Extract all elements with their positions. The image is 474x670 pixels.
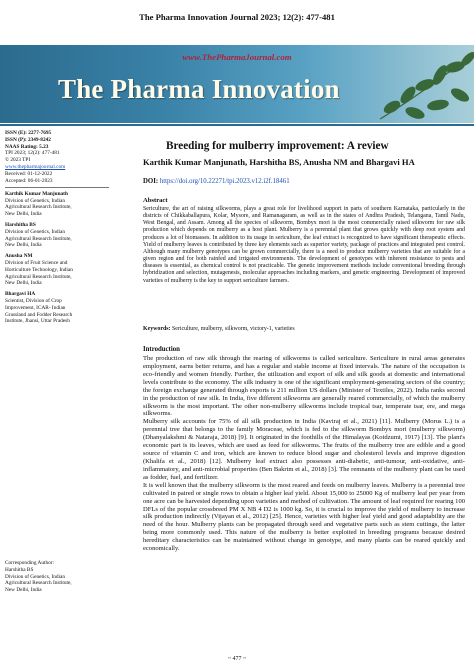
intro-paragraph: It is well known that the mulberry silkworm is the most reared and feeds on mulberry leaves. Mulberry is a perennial tree cultivated in paired or single rows to obtain a higher leaf yield. About 15,000 to 25000 Kg of mulberry leaf per year from one acre can be harvested depending upon varieties and method of cultivation. The amount of leaf required for rearing 100 DFLs of the popular crossbreed PM X NB 4 D2 is 1000 kg. So, it is crucial to improve the yield of mulberry to increase silk production indirectly (Vijayan et al., 2012) [25]. Hence, varieties with higher leaf yield and good adaptability are the need of the hour. Mulberry plants can be propagated through seed and vegetative parts such as stem cuttings, the latter being more commonly used. This nature of the mulberry is better exploited in breeding programs because desired hereditary characteristics can be maintained without change in genotype, and many plants can be reared quickly and economically. xyxy=(143,481,465,553)
abstract-text: Sericulture, the art of raising silkworms, plays a great role for livelihood support in parts of southern Karnataka, particularly in the districts of Chikkaballapura, Kolar, Mysore, and Ramanagaram, as well as in the states of Andhra Pradesh, Telangana, Tamil Nadu, West Bengal, and Assam. Among all the species of silkworm, Bombyx mori is the most commercially raised silkworm for raw silk production which depends on mulberry as a host plant. Mulberry is a perennial plant that grows quickly with deep root system and produces a lot of biomasses. In addition to its usage in sericulture, the leaf extract is recognized to have significant therapeutic effects. Yield of mulberry leaves is contributed by three key elements such as superior variety, package of practices and integrated pest control. Although many mulberry genotypes can be grown commercially, there is a need to produce mulberry varieties that are suitable for a given region and for both rainfed and irrigated environments. The development of genotypes with inherent resistance to pests and diseases is essential, as chemical control is not practicable. The genetic improvement methods include conventional breeding through hybridization and selection, mutagenesis, molecular approaches including markers, and genetic engineering. Development of improved varieties of mulberry is the key to support sericulture farmers. xyxy=(143,206,465,284)
affiliation-line: Horticulture Technology, Indian xyxy=(5,266,73,273)
affiliation-block xyxy=(5,191,109,218)
page-number-footer: ~ 477 ~ xyxy=(227,656,247,662)
article-sidebar xyxy=(5,130,109,329)
introduction-body xyxy=(143,355,465,553)
header-divider xyxy=(0,124,474,126)
journal-site-url[interactable]: www.ThePharmaJournal.com xyxy=(182,52,292,62)
affiliation-block xyxy=(5,291,109,325)
corresponding-author-block xyxy=(5,560,109,594)
corresponding-address xyxy=(5,574,109,594)
article-title: Breeding for mulberry improvement: A review xyxy=(166,140,389,152)
abstract-heading: Abstract xyxy=(143,197,168,204)
keywords-label: Keywords: xyxy=(143,326,171,332)
journal-metadata xyxy=(5,130,109,184)
metadata-line: Accepted: 06-01-2023 xyxy=(5,177,53,184)
affiliation-line: Institute, Jhansi, Uttar Pradesh xyxy=(5,318,70,325)
affiliation-line: Scientist, Division of Crop xyxy=(5,298,62,305)
article-doi xyxy=(143,178,290,185)
author-affiliations xyxy=(5,191,109,325)
sidebar-divider xyxy=(5,187,109,188)
journal-citation-line: The Pharma Innovation Journal 2023; 12(2): 477-481 xyxy=(139,12,335,22)
affiliation-line: Division of Fruit Science and xyxy=(5,260,68,267)
journal-website-link[interactable]: www.thepharmajournal.com xyxy=(5,163,66,170)
affiliation-line: New Delhi, India xyxy=(5,211,42,218)
metadata-line: NAAS Rating: 5.23 xyxy=(5,143,49,150)
affiliation-block xyxy=(5,222,109,249)
journal-logo-title: The Pharma Innovation xyxy=(58,74,340,104)
affiliation-line: Agricultural Research Institute, xyxy=(5,235,72,242)
affiliation-block xyxy=(5,253,109,287)
corresponding-name: Harshitha BS xyxy=(5,566,34,573)
doi-label: DOI: xyxy=(143,178,159,185)
affiliation-line: Division of Genetics, Indian xyxy=(5,228,66,235)
affiliation-line: New Delhi, India xyxy=(5,280,42,287)
corresponding-address-line: New Delhi, India xyxy=(5,587,42,594)
keywords xyxy=(143,326,465,333)
affiliation-author-name: Anusha NM xyxy=(5,253,33,260)
affiliation-line: Agricultural Research Institute, xyxy=(5,273,72,280)
affiliation-author-name: Harshitha BS xyxy=(5,222,36,229)
intro-paragraph: The production of raw silk through the rearing of silkworms is called sericulture. Sericulture in rural areas generates employment, earns better returns, and has a regular and stable income at fixed intervals. The nature of the occupation is eco-friendly and women friendly. Further, the utilization and export of silk and silk goods at domestic and international levels contribute to the economy. The silk industry is one of the significant employment-generating sectors of the country; the foreign exchange generated through exports is 211 million US dollars (Minister of Textiles, 2022). India ranks second in the production of raw silk. In India, five different silkworms are generally reared commercially, of which the mulberry silkworm is the most important. The other non-mulberry silkworms include tropical tsar, temperate tsar, ere, and mega silkworms. xyxy=(143,355,465,418)
article-authors: Karthik Kumar Manjunath, Harshitha BS, Anusha NM and Bhargavi HA xyxy=(143,157,415,167)
metadata-line: Received: 01-12-2022 xyxy=(5,170,53,177)
metadata-line: © 2023 TPI xyxy=(5,157,31,164)
affiliation-line: Grassland and Fodder Research xyxy=(5,311,73,318)
affiliation-line: Improvement, ICAR- Indian xyxy=(5,304,66,311)
corresponding-address-line: Division of Genetics, Indian xyxy=(5,573,66,580)
metadata-line: TPI 2023; 12(2): 477-481 xyxy=(5,150,60,157)
affiliation-line: New Delhi, India xyxy=(5,242,42,249)
corresponding-head: Corresponding Author: xyxy=(5,560,54,566)
corresponding-address-line: Agricultural Research Institute, xyxy=(5,580,72,587)
metadata-line: ISSN (P): 2349-8242 xyxy=(5,136,51,143)
doi-link[interactable]: https://doi.org/10.22271/tpi.2023.v12.i2f.18461 xyxy=(159,178,290,185)
introduction-heading: Introduction xyxy=(143,346,180,353)
affiliation-line: Agricultural Research Institute, xyxy=(5,204,72,211)
affiliation-author-name: Bhargavi HA xyxy=(5,291,36,298)
keywords-text: Sericulture, mulberry, silkworm, victory-1, varieties xyxy=(171,326,295,332)
affiliation-line: Division of Genetics, Indian xyxy=(5,197,66,204)
intro-paragraph: Mulberry silk accounts for 75% of all silk production in India (Kaviraj et al., 2021) [11]. Mulberry (Morus L.) is a perennial tree that belongs to the family Moraceae, which is fed to the silkworm Bombyx mori (mulberry silkworm) (Dhanyalakshmi & Nataraja, 2018) [9]. It originated in the foothills of the Himalayas (Koidzumi, 1917) [13]. The plant's economic part is its leaves, which are used as feed for silkworms. The fruits of the mulberry tree are edible and a good source of vitamin C and iron, which are known to reduce blood sugar and cholesterol levels and improve digestion (Khalifa et al., 2018) [12]. Mulberry leaf extract also possesses anti-diabetic, anti-tumour, anti-oxidative, anti-inflammatory, and anti-microbial properties (Ben Bakrim et al., 2018) [3]. The remnants of the mulberry plant can be used as fodder, fuel, and fertilizer. xyxy=(143,418,465,481)
metadata-line: ISSN (E): 2277-7695 xyxy=(5,130,52,136)
affiliation-author-name: Karthik Kumar Manjunath xyxy=(5,190,68,197)
